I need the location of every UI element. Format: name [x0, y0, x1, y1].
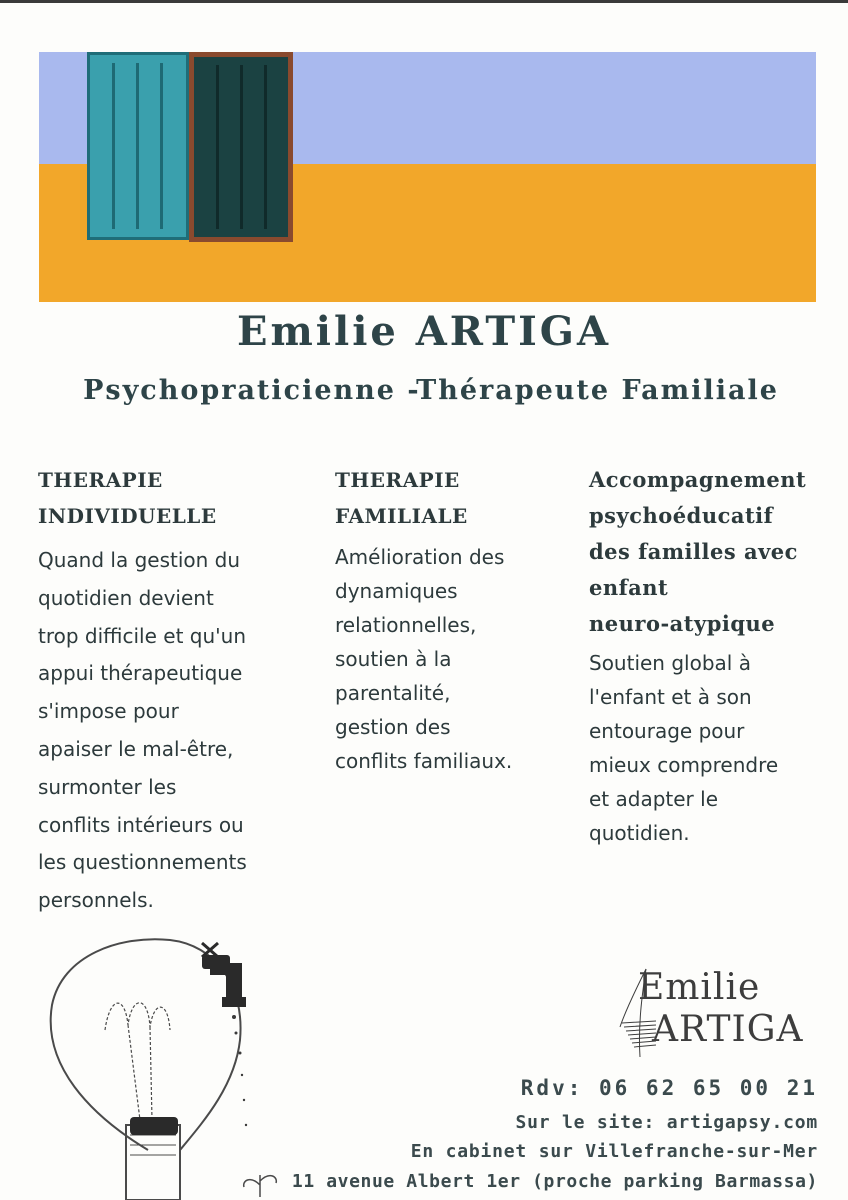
column-title: THERAPIE FAMILIALE — [335, 468, 468, 528]
column-individuelle — [38, 462, 298, 920]
dark-shutter — [189, 52, 293, 242]
brand-logo — [612, 965, 822, 1065]
column-body: Amélioration des dynamiques relationnelles, soutien à la parentalité, gestion des conflits familiaux. — [335, 545, 513, 773]
address-line: 11 avenue Albert 1er (proche parking Barmassa) — [291, 1171, 818, 1192]
column-title: THERAPIE INDIVIDUELLE — [38, 468, 217, 528]
column-accompagnement — [589, 462, 829, 850]
logo-first-name: Emilie — [638, 967, 761, 1008]
website-line: Sur le site: artigapsy.com — [515, 1112, 818, 1133]
column-body: Quand la gestion du quotidien devient trop difficile et qu'un appui thérapeutique s'impose pour apaiser le mal-être, surmonter les conflits intérieurs ou les questionnements personnels. — [38, 548, 247, 913]
phone-number: Rdv: 06 62 65 00 21 — [520, 1076, 818, 1100]
logo-last-name: ARTIGA — [652, 1009, 804, 1050]
hero-image — [39, 52, 816, 302]
teal-shutter — [87, 52, 189, 240]
lightbulb-faucet-illustration — [30, 935, 320, 1200]
column-familiale — [335, 462, 565, 778]
cabinet-location: En cabinet sur Villefranche-sur-Mer — [410, 1141, 818, 1162]
column-body: Soutien global à l'enfant et à son entourage pour mieux comprendre et adapter le quotidien. — [589, 651, 779, 845]
page-title: Emilie ARTIGA — [236, 308, 612, 355]
page-subtitle: Psychopraticienne -Thérapeute Familiale — [83, 375, 779, 406]
column-title: Accompagnement psychoéducatif des familles avec enfant neuro-atypique — [589, 467, 807, 636]
top-border — [0, 0, 848, 3]
